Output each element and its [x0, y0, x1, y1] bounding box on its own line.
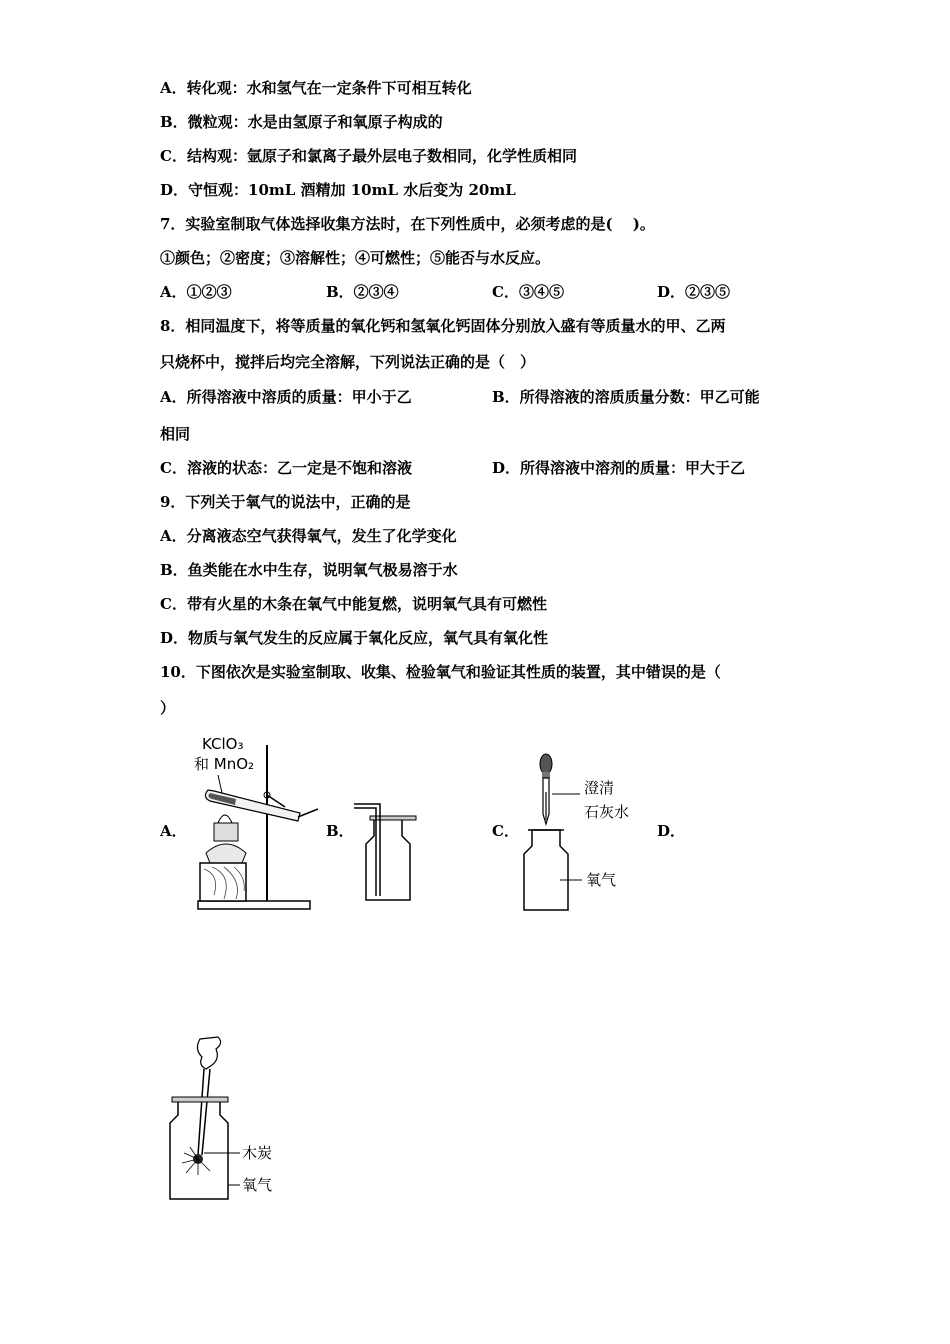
q9-option-b: B．鱼类能在水中生存，说明氧气极易溶于水 [160, 561, 458, 579]
q7-option-b: B．②③④ [326, 283, 399, 301]
q8-option-d: D．所得溶液中溶剂的质量：甲大于乙 [492, 459, 746, 477]
q7-option-a: A．①②③ [160, 283, 232, 301]
q10-label-d: D． [657, 822, 686, 840]
q7-properties: ①颜色；②密度；③溶解性；④可燃性；⑤能否与水反应。 [160, 249, 551, 267]
q7-option-c: C．③④⑤ [492, 283, 564, 301]
q7-stem: 7．实验室制取气体选择收集方法时，在下列性质中，必须考虑的是( )。 [160, 215, 655, 233]
figure-d-label-charcoal: 木炭 [242, 1144, 273, 1162]
figure-b-collecting-bottle [352, 796, 422, 906]
q8-option-b-cont: 相同 [160, 425, 191, 443]
figure-d-charcoal-combustion [164, 1035, 294, 1205]
q10-stem-line2: ） [160, 699, 176, 717]
q9-option-d: D．物质与氧气发生的反应属于氧化反应，氧气具有氧化性 [160, 629, 549, 647]
figure-c-label-limewater: 石灰水 [584, 803, 630, 821]
q6-option-c: C．结构观：氩原子和氯离子最外层电子数相同，化学性质相同 [160, 147, 577, 165]
q9-option-a: A．分离液态空气获得氧气，发生了化学变化 [160, 527, 457, 545]
figure-a-label-kclo3: KClO₃ [202, 735, 244, 753]
figure-a-label-mno2: 和 MnO₂ [194, 755, 255, 773]
q10-label-c: C． [492, 822, 519, 840]
q10-label-a: A． [160, 822, 187, 840]
q10-label-b: B． [326, 822, 354, 840]
figure-d-label-oxygen: 氧气 [242, 1176, 273, 1194]
figure-a-heating-apparatus [190, 735, 320, 915]
q10-stem-line1: 10．下图依次是实验室制取、收集、检验氧气和验证其性质的装置，其中错误的是（ [160, 663, 721, 681]
q8-option-a: A．所得溶液中溶质的质量：甲小于乙 [160, 388, 412, 406]
q6-option-d: D．守恒观：10mL 酒精加 10mL 水后变为 20mL [160, 181, 516, 199]
figure-c-label-oxygen: 氧气 [586, 871, 617, 889]
q8-option-c: C．溶液的状态：乙一定是不饱和溶液 [160, 459, 412, 477]
q8-option-b: B．所得溶液的溶质质量分数：甲乙可能 [492, 388, 760, 406]
gas-bottle-icon [352, 796, 422, 906]
q6-option-a: A．转化观：水和氢气在一定条件下可相互转化 [160, 79, 472, 97]
q8-stem-line1: 8．相同温度下，将等质量的氧化钙和氢氧化钙固体分别放入盛有等质量水的甲、乙两 [160, 317, 726, 335]
q9-stem: 9．下列关于氧气的说法中，正确的是 [160, 493, 411, 511]
q9-option-c: C．带有火星的木条在氧气中能复燃，说明氧气具有可燃性 [160, 595, 547, 613]
figure-c-label-clear: 澄清 [584, 779, 615, 797]
charcoal-bottle-icon [164, 1035, 294, 1205]
figure-c-limewater-test [520, 752, 660, 914]
q7-option-d: D．②③⑤ [657, 283, 731, 301]
q6-option-b: B．微粒观：水是由氢原子和氧原子构成的 [160, 113, 443, 131]
q8-stem-line2: 只烧杯中，搅拌后均完全溶解，下列说法正确的是（ ） [160, 353, 536, 371]
